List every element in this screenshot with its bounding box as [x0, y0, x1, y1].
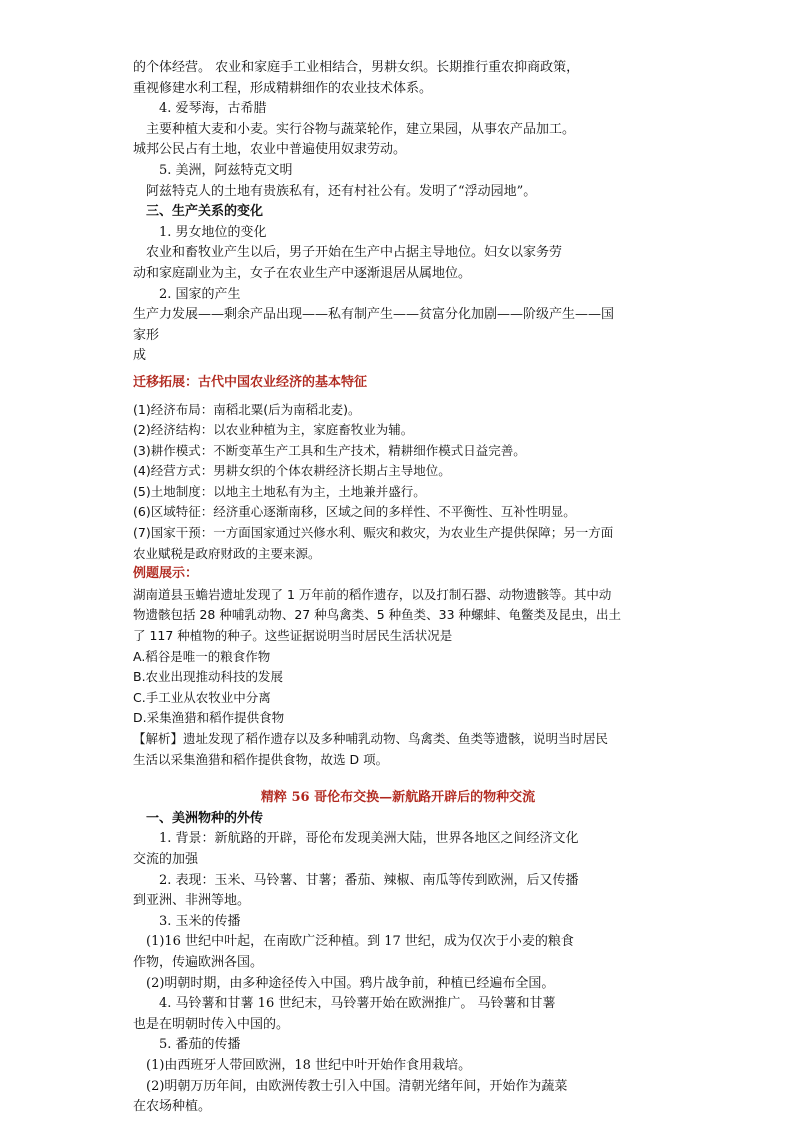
- feature-item: (4)经营方式：男耕女织的个体农耕经济长期占主导地位。: [133, 463, 451, 479]
- essence-title: 精粹 56 哥伦布交换—新航路开辟后的物种交流: [260, 790, 536, 806]
- feature-item: (3)耕作模式：不断变革生产工具和生产技术，精耕细作模式日益完善。: [133, 442, 526, 458]
- text-line: 农业和畜牧业产生以后，男子开始在生产中占据主导地位。妇女以家务劳: [146, 245, 563, 261]
- list-item: 1. 背景：新航路的开辟，哥伦布发现美洲大陆，世界各地区之间经济文化: [159, 831, 579, 847]
- option-b: B.农业出现推动科技的发展: [133, 669, 284, 685]
- text-line: 家形: [133, 327, 160, 343]
- list-item: 3. 玉米的传播: [159, 913, 241, 929]
- list-item: 2. 国家的产生: [159, 286, 241, 302]
- text-line: 动和家庭副业为主，女子在农业生产中逐渐退居从属地位。: [133, 265, 472, 281]
- text-line: 阿兹特克人的土地有贵族私有，还有村社公有。发明了“浮动园地”。: [146, 183, 537, 199]
- text-line: (1)16 世纪中叶起，在南欧广泛种植。到 17 世纪，成为仅次于小麦的粮食: [146, 934, 574, 950]
- feature-item: 农业赋税是政府财政的主要来源。: [133, 545, 321, 561]
- list-item: 5. 美洲，阿兹特克文明: [159, 162, 293, 178]
- text-line: 交流的加强: [133, 851, 199, 867]
- text-line: (1)由西班牙人带回欧洲，18 世纪中叶开始作食用栽培。: [146, 1057, 472, 1073]
- section-heading: 一、美洲物种的外传: [146, 810, 264, 826]
- text-line: (2)明朝时期，由多种途径传入中国。鸦片战争前，种植已经遍布全国。: [146, 975, 555, 991]
- text-line: 生产力发展——剩余产品出现——私有制产生——贫富分化加剧——阶级产生——国: [133, 307, 615, 323]
- question-text: 物遗骸包括 28 种哺乳动物、27 种鸟禽类、5 种鱼类、33 种螺蚌、龟鳖类及昆虫，出土: [133, 607, 622, 623]
- list-item: 5. 番茄的传播: [159, 1037, 241, 1053]
- text-line: 重视修建水利工程，形成精耕细作的农业技术体系。: [133, 80, 433, 96]
- list-item: 1. 男女地位的变化: [159, 224, 267, 240]
- extension-heading: 迁移拓展：古代中国农业经济的基本特征: [133, 374, 368, 390]
- list-item: 4. 爱琴海，古希腊: [159, 101, 267, 117]
- text-line: 主要种植大麦和小麦。实行谷物与蔬菜轮作，建立果园，从事农产品加工。: [146, 121, 576, 137]
- example-heading: 例题展示：: [133, 566, 199, 582]
- option-c: C.手工业从农牧业中分离: [133, 689, 271, 705]
- text-line: 到亚洲、非洲等地。: [133, 893, 251, 909]
- question-text: 了 117 种植物的种子。这些证据说明当时居民生活状况是: [133, 628, 453, 644]
- text-line: 成: [133, 348, 147, 364]
- document-page: [133, 58, 663, 1118]
- analysis-text: 【解析】遗址发现了稻作遗存以及多种哺乳动物、鸟禽类、鱼类等遗骸，说明当时居民: [133, 731, 609, 746]
- feature-item: (1)经济布局：南稻北粟(后为南稻北麦)。: [133, 401, 361, 417]
- text-line: 作物，传遍欧洲各国。: [133, 954, 264, 970]
- text-line: 城邦公民占有土地，农业中普遍使用奴隶劳动。: [133, 142, 407, 158]
- text-line: 在农场种植。: [133, 1099, 212, 1115]
- text-line: 的个体经营。 农业和家庭手工业相结合，男耕女织。长期推行重农抑商政策，: [133, 60, 580, 75]
- feature-item: (7)国家干预：一方面国家通过兴修水利、赈灾和救灾，为农业生产提供保障；另一方面: [133, 525, 614, 541]
- analysis-text: 生活以采集渔猎和稻作提供食物，故选 D 项。: [133, 751, 389, 767]
- text-line: (2)明朝万历年间，由欧洲传教士引入中国。清朝光绪年间，开始作为蔬菜: [146, 1078, 568, 1094]
- question-text: 湖南道县玉蟾岩遗址发现了 1 万年前的稻作遗存，以及打制石器、动物遗骸等。其中动: [133, 586, 612, 602]
- option-d: D.采集渔猎和稻作提供食物: [133, 710, 285, 726]
- feature-item: (2)经济结构：以农业种植为主，家庭畜牧业为辅。: [133, 422, 414, 438]
- feature-item: (6)区域特征：经济重心逐渐南移，区域之间的多样性、不平衡性、互补性明显。: [133, 504, 576, 520]
- feature-item: (5)土地制度：以地主土地私有为主，土地兼并盛行。: [133, 483, 426, 499]
- list-item: 2. 表现：玉米、马铃薯、甘薯；番茄、辣椒、南瓜等传到欧洲，后又传播: [159, 872, 579, 888]
- section-heading: 三、生产关系的变化: [146, 204, 264, 220]
- text-line: 也是在明朝时传入中国的。: [133, 1016, 290, 1032]
- option-a: A.稻谷是唯一的粮食作物: [133, 648, 271, 664]
- list-item: 4. 马铃薯和甘薯 16 世纪末，马铃薯开始在欧洲推广。 马铃薯和甘薯: [159, 996, 556, 1012]
